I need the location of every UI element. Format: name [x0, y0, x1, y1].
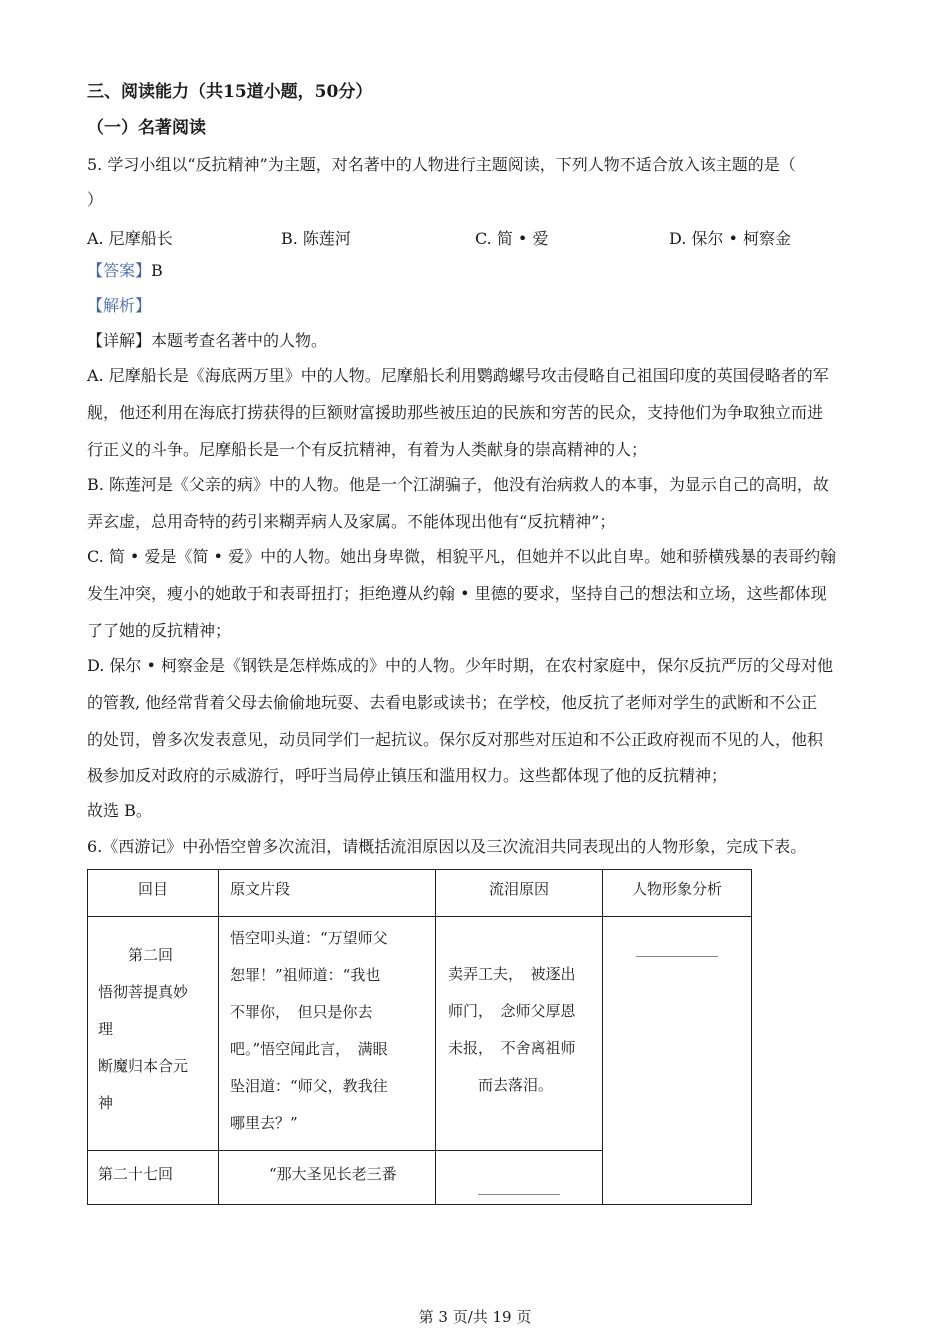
detail-line: 发生冲突，瘦小的她敢于和表哥扭打；拒绝遵从约翰 • 里德的要求，坚持自己的想法和立场，这些都体现	[87, 584, 827, 603]
detail-line: C. 简 • 爱是《简 • 爱》中的人物。她出身卑微，相貌平凡，但她并不以此自卑。她和骄横残暴的表哥约翰	[87, 547, 837, 566]
detail-line: 的处罚，曾多次发表意见，动员同学们一起抗议。保尔反对那些对压迫和不公正政府视而不见的人，他积	[87, 730, 824, 749]
q5-option-c: C. 简 • 爱	[475, 229, 549, 248]
reason-blank[interactable]	[478, 1193, 560, 1195]
detail-line: 【详解】本题考查名著中的人物。	[87, 331, 328, 350]
q6-stem: 6.《西游记》中孙悟空曾多次流泪，请概括流泪原因以及三次流泪共同表现出的人物形象，完成下表。	[87, 837, 807, 856]
detail-line: 的管教, 他经常背着父母去偷偷地玩耍、去看电影或读书；在学校，他反抗了老师对学生的武断和不公正	[87, 693, 818, 712]
table-header-row	[88, 870, 752, 917]
q5-stem-line-2: ）	[87, 190, 104, 209]
answer-tag: 【答案】	[87, 261, 152, 280]
detail-line: 极参加反对政府的示威游行，呼吁当局停止镇压和滥用权力。这些都体现了他的反抗精神；	[87, 766, 728, 785]
q6-table	[87, 869, 752, 1205]
subsection-title: （一）名著阅读	[87, 118, 206, 138]
q5-option-d: D. 保尔 • 柯察金	[669, 229, 792, 248]
row1-reason: 卖弄工夫， 被逐出 师门， 念师父厚恩 未报， 不舍离祖师 而去落泪。	[436, 917, 603, 1151]
row2-reason-cell[interactable]	[436, 1151, 603, 1205]
analysis-blank[interactable]	[636, 955, 718, 957]
detail-line: 了了她的反抗精神；	[87, 621, 232, 640]
analysis-answer-cell[interactable]	[603, 917, 752, 1205]
q5-answer	[87, 261, 163, 281]
detail-line: 故选 B。	[87, 801, 152, 820]
detail-line: 行正义的斗争。尼摩船长是一个有反抗精神，有着为人类献身的崇高精神的人；	[87, 440, 648, 459]
q5-option-a: A. 尼摩船长	[87, 229, 173, 248]
header-chapter: 回目	[88, 870, 219, 917]
detail-line: B. 陈莲河是《父亲的病》中的人物。他是一个江湖骗子，他没有治病救人的本事，为显示自己的高明，故	[87, 475, 829, 494]
detail-line: 弄玄虚，总用奇特的药引来糊弄病人及家属。不能体现出他有“反抗精神”；	[87, 512, 616, 531]
q5-option-b: B. 陈莲河	[281, 229, 351, 248]
header-reason: 流泪原因	[436, 870, 603, 917]
analysis-tag: 【解析】	[87, 296, 152, 315]
q5-stem-line-1: 5. 学习小组以“反抗精神”为主题，对名著中的人物进行主题阅读，下列人物不适合放入该主题的是（	[87, 155, 796, 174]
header-excerpt: 原文片段	[219, 870, 436, 917]
header-analysis: 人物形象分析	[603, 870, 752, 917]
detail-line: 舰，他还利用在海底打捞获得的巨额财富援助那些被压迫的民族和穷苦的民众，支持他们为争取独立而进	[87, 403, 824, 422]
detail-line: D. 保尔 • 柯察金是《钢铁是怎样炼成的》中的人物。少年时期，在农村家庭中，保尔反抗严厉的父母对他	[87, 656, 834, 675]
row2-excerpt: “那大圣见长老三番	[219, 1151, 436, 1205]
detail-line: A. 尼摩船长是《海底两万里》中的人物。尼摩船长利用鹦鹉螺号攻击侵略自己祖国印度的英国侵略者的军	[87, 366, 829, 385]
table-row	[88, 917, 752, 1151]
row1-excerpt: 悟空叩头道：“万望师父 恕罪！”祖师道：“我也 不罪你， 但只是你去 吧。”悟空闻此言， 满眼 坠泪道：“师父，教我往 哪里去？”	[219, 917, 436, 1151]
section-title: 三、阅读能力（共15道小题，50分）	[87, 82, 373, 102]
answer-value: B	[151, 261, 163, 280]
row2-chapter: 第二十七回	[88, 1151, 219, 1205]
page-footer: 第 3 页/共 19 页	[418, 1308, 532, 1326]
row1-chapter: 第二回 悟彻菩提真妙 理 断魔归本合元 神	[88, 917, 219, 1151]
